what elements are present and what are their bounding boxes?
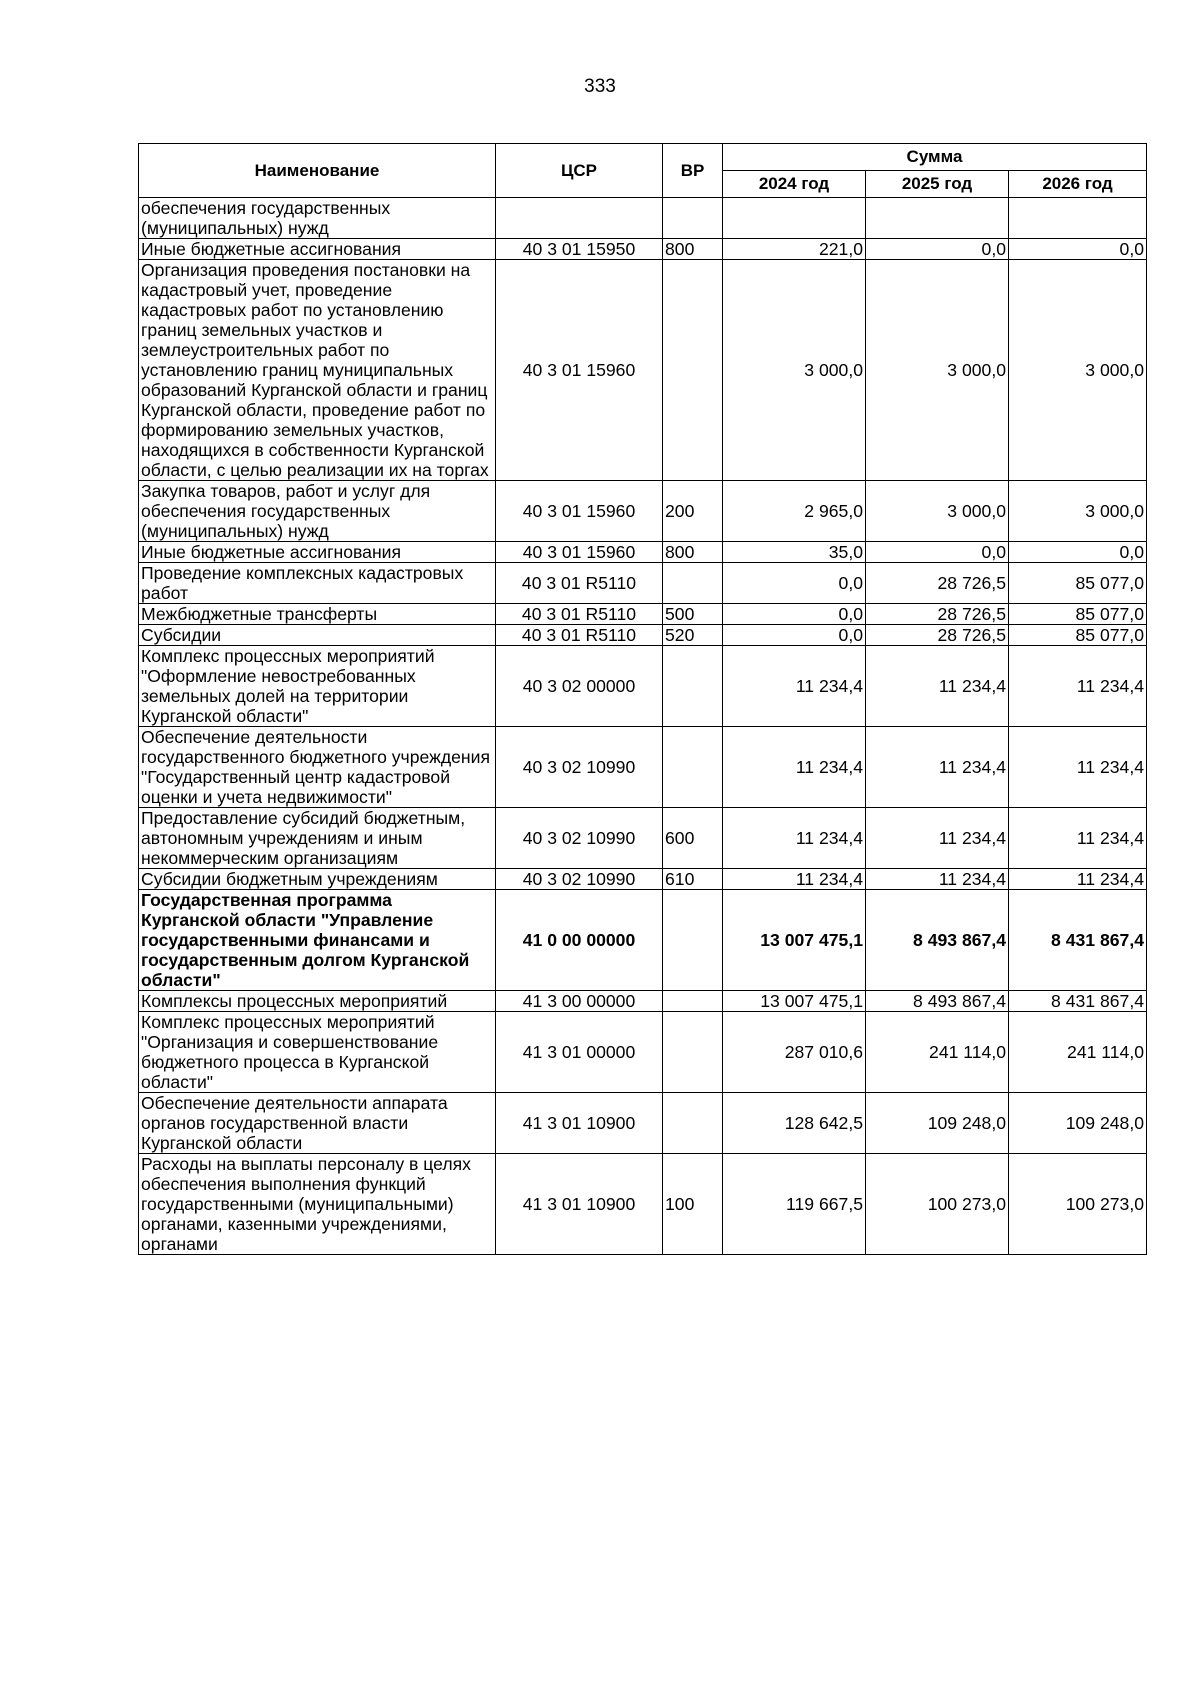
- header-year-2024: 2024 год: [723, 171, 866, 198]
- row-2026-cell: 241 114,0: [1009, 1012, 1147, 1093]
- row-csr-cell: 40 3 01 R5110: [496, 604, 663, 625]
- table-row: [139, 890, 1147, 991]
- row-2024-cell: 0,0: [723, 604, 866, 625]
- row-2025-cell: 28 726,5: [866, 625, 1009, 646]
- table-row: [139, 1154, 1147, 1255]
- header-year-2026: 2026 год: [1009, 171, 1147, 198]
- row-2026-cell: 85 077,0: [1009, 563, 1147, 604]
- header-csr: ЦСР: [496, 144, 663, 198]
- row-name-cell: Проведение комплексных кадастровых работ: [139, 563, 496, 604]
- row-name-cell: Предоставление субсидий бюджетным, автономным учреждениям и иным некоммерческим организациям: [139, 808, 496, 869]
- row-2024-cell: 11 234,4: [723, 727, 866, 808]
- row-csr-cell: 40 3 02 10990: [496, 869, 663, 890]
- row-name-cell: Иные бюджетные ассигнования: [139, 239, 496, 260]
- row-2025-cell: 3 000,0: [866, 260, 1009, 481]
- row-name-cell: Комплекс процессных мероприятий "Организация и совершенствование бюджетного процесса в Курганской области": [139, 1012, 496, 1093]
- row-vr-cell: 600: [663, 808, 723, 869]
- header-year-2025: 2025 год: [866, 171, 1009, 198]
- row-2024-cell: 0,0: [723, 625, 866, 646]
- row-2024-cell: 119 667,5: [723, 1154, 866, 1255]
- row-name-cell: Государственная программа Курганской области "Управление государственными финансами и государственным долгом Курганской области": [139, 890, 496, 991]
- row-2026-cell: 11 234,4: [1009, 808, 1147, 869]
- row-csr-cell: 41 3 01 10900: [496, 1154, 663, 1255]
- row-2026-cell: [1009, 198, 1147, 239]
- row-vr-cell: [663, 1093, 723, 1154]
- row-2024-cell: 2 965,0: [723, 481, 866, 542]
- row-2025-cell: 8 493 867,4: [866, 890, 1009, 991]
- row-2025-cell: 11 234,4: [866, 808, 1009, 869]
- row-csr-cell: 41 0 00 00000: [496, 890, 663, 991]
- row-2024-cell: 3 000,0: [723, 260, 866, 481]
- table-row: [139, 604, 1147, 625]
- row-vr-cell: [663, 890, 723, 991]
- row-vr-cell: [663, 727, 723, 808]
- header-vr: ВР: [663, 144, 723, 198]
- row-csr-cell: [496, 198, 663, 239]
- row-2026-cell: 8 431 867,4: [1009, 890, 1147, 991]
- row-vr-cell: [663, 198, 723, 239]
- table-row: [139, 646, 1147, 727]
- table-row: [139, 198, 1147, 239]
- row-vr-cell: 200: [663, 481, 723, 542]
- row-name-cell: Расходы на выплаты персоналу в целях обеспечения выполнения функций государственными (муниципальными) органами, казенными учреждениями, органами: [139, 1154, 496, 1255]
- page-number: 333: [584, 76, 616, 97]
- row-2024-cell: 128 642,5: [723, 1093, 866, 1154]
- table-row: [139, 808, 1147, 869]
- row-name-cell: Закупка товаров, работ и услуг для обеспечения государственных (муниципальных) нужд: [139, 481, 496, 542]
- row-2025-cell: 8 493 867,4: [866, 991, 1009, 1012]
- row-2024-cell: 11 234,4: [723, 869, 866, 890]
- row-2025-cell: 241 114,0: [866, 1012, 1009, 1093]
- row-2025-cell: 109 248,0: [866, 1093, 1009, 1154]
- budget-table: [138, 143, 1147, 1255]
- row-csr-cell: 40 3 02 00000: [496, 646, 663, 727]
- row-name-cell: Комплекс процессных мероприятий "Оформление невостребованных земельных долей на территории Курганской области": [139, 646, 496, 727]
- row-csr-cell: 40 3 01 15960: [496, 260, 663, 481]
- row-2025-cell: 11 234,4: [866, 646, 1009, 727]
- row-2024-cell: 11 234,4: [723, 808, 866, 869]
- row-vr-cell: [663, 563, 723, 604]
- row-2025-cell: 28 726,5: [866, 563, 1009, 604]
- row-2025-cell: 11 234,4: [866, 869, 1009, 890]
- row-2025-cell: 100 273,0: [866, 1154, 1009, 1255]
- row-name-cell: Иные бюджетные ассигнования: [139, 542, 496, 563]
- table-header: [139, 144, 1147, 198]
- table-row: [139, 481, 1147, 542]
- row-name-cell: Субсидии: [139, 625, 496, 646]
- row-name-cell: Субсидии бюджетным учреждениям: [139, 869, 496, 890]
- row-2025-cell: 28 726,5: [866, 604, 1009, 625]
- row-2025-cell: 0,0: [866, 239, 1009, 260]
- row-2024-cell: 11 234,4: [723, 646, 866, 727]
- row-csr-cell: 40 3 01 15960: [496, 542, 663, 563]
- row-vr-cell: [663, 646, 723, 727]
- header-sum: Сумма: [723, 144, 1147, 171]
- row-name-cell: Обеспечение деятельности государственного бюджетного учреждения "Государственный центр кадастровой оценки и учета недвижимости": [139, 727, 496, 808]
- row-csr-cell: 41 3 01 00000: [496, 1012, 663, 1093]
- row-2026-cell: 11 234,4: [1009, 727, 1147, 808]
- table-row: [139, 239, 1147, 260]
- row-2024-cell: 13 007 475,1: [723, 890, 866, 991]
- row-2025-cell: [866, 198, 1009, 239]
- row-csr-cell: 40 3 01 R5110: [496, 625, 663, 646]
- row-csr-cell: 40 3 02 10990: [496, 808, 663, 869]
- row-csr-cell: 40 3 01 R5110: [496, 563, 663, 604]
- row-vr-cell: [663, 1012, 723, 1093]
- table-row: [139, 1093, 1147, 1154]
- row-csr-cell: 40 3 01 15950: [496, 239, 663, 260]
- row-vr-cell: [663, 991, 723, 1012]
- row-vr-cell: 800: [663, 239, 723, 260]
- row-2025-cell: 11 234,4: [866, 727, 1009, 808]
- table-row: [139, 542, 1147, 563]
- row-name-cell: Обеспечение деятельности аппарата органов государственной власти Курганской области: [139, 1093, 496, 1154]
- row-vr-cell: 100: [663, 1154, 723, 1255]
- row-2026-cell: 11 234,4: [1009, 869, 1147, 890]
- table-row: [139, 260, 1147, 481]
- row-vr-cell: 520: [663, 625, 723, 646]
- header-name: Наименование: [139, 144, 496, 198]
- row-2026-cell: 8 431 867,4: [1009, 991, 1147, 1012]
- row-2024-cell: [723, 198, 866, 239]
- row-2024-cell: 221,0: [723, 239, 866, 260]
- row-2026-cell: 0,0: [1009, 239, 1147, 260]
- row-vr-cell: 500: [663, 604, 723, 625]
- row-name-cell: Организация проведения постановки на кадастровый учет, проведение кадастровых работ по установлению границ земельных участков и землеустроительных работ по установлению границ муниципальных образований Курганской области и границ Курганской области, проведение работ по формированию земельных участков, находящихся в собственности Курганской области, с целью реализации их на торгах: [139, 260, 496, 481]
- row-2024-cell: 0,0: [723, 563, 866, 604]
- row-2024-cell: 35,0: [723, 542, 866, 563]
- table-body: [139, 198, 1147, 1255]
- row-2026-cell: 85 077,0: [1009, 625, 1147, 646]
- row-2026-cell: 3 000,0: [1009, 481, 1147, 542]
- row-vr-cell: 800: [663, 542, 723, 563]
- row-2026-cell: 11 234,4: [1009, 646, 1147, 727]
- row-vr-cell: [663, 260, 723, 481]
- row-2024-cell: 13 007 475,1: [723, 991, 866, 1012]
- row-2025-cell: 3 000,0: [866, 481, 1009, 542]
- table-row: [139, 563, 1147, 604]
- row-csr-cell: 40 3 02 10990: [496, 727, 663, 808]
- row-csr-cell: 41 3 01 10900: [496, 1093, 663, 1154]
- row-2024-cell: 287 010,6: [723, 1012, 866, 1093]
- row-2026-cell: 3 000,0: [1009, 260, 1147, 481]
- row-2026-cell: 0,0: [1009, 542, 1147, 563]
- table-row: [139, 991, 1147, 1012]
- row-csr-cell: 41 3 00 00000: [496, 991, 663, 1012]
- row-csr-cell: 40 3 01 15960: [496, 481, 663, 542]
- row-name-cell: обеспечения государственных (муниципальных) нужд: [139, 198, 496, 239]
- table-row: [139, 869, 1147, 890]
- table-row: [139, 625, 1147, 646]
- row-name-cell: Комплексы процессных мероприятий: [139, 991, 496, 1012]
- row-2026-cell: 109 248,0: [1009, 1093, 1147, 1154]
- row-2026-cell: 85 077,0: [1009, 604, 1147, 625]
- row-name-cell: Межбюджетные трансферты: [139, 604, 496, 625]
- row-2026-cell: 100 273,0: [1009, 1154, 1147, 1255]
- row-2025-cell: 0,0: [866, 542, 1009, 563]
- row-vr-cell: 610: [663, 869, 723, 890]
- table-row: [139, 1012, 1147, 1093]
- table-row: [139, 727, 1147, 808]
